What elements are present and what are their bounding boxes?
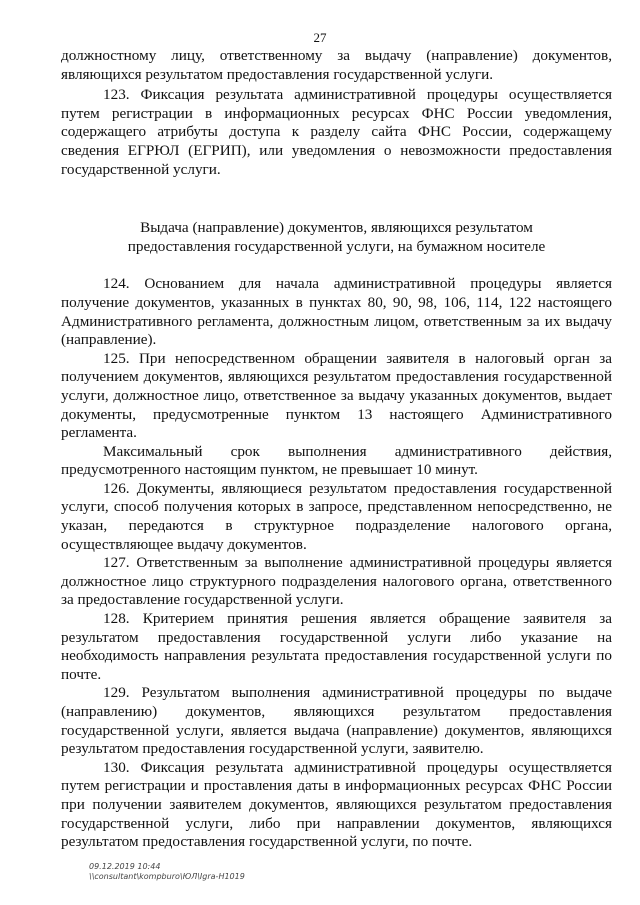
section-heading: Выдача (направление) документов, являющихся результатом предоставления государственной услуги, на бумажном носителе — [127, 219, 546, 255]
page-number: 27 — [313, 30, 327, 45]
paragraph-125-term: Максимальный срок выполнения административного действия, предусмотренного настоящим пунктом, не превышает 10 минут. — [61, 442, 612, 479]
paragraph-128: 128. Критерием принятия решения является обращение заявителя за результатом предоставления государственной услуги либо указание на необходимость направления результата предоставления государственной услуги по почте. — [61, 610, 612, 683]
paragraph-123: 123. Фиксация результата административной процедуры осуществляется путем регистрации в информационных ресурсах ФНС России уведомления, содержащего атрибуты доступа к разделу сайта ФНС России, содержащему сведения ЕГРЮЛ (ЕГРИП), или уведомления о невозможности предоставления государственной услуги. — [61, 86, 612, 178]
paragraph-126: 126. Документы, являющиеся результатом предоставления государственной услуги, способ получения которых в запросе, представленном непосредственно, не указан, передаются в структурное подразделение налогового органа, осуществляющее выдачу документов. — [61, 479, 612, 553]
document-footer — [89, 862, 245, 882]
paragraph-124: 124. Основанием для начала административной процедуры является получение документов, указанных в пунктах 80, 90, 98, 106, 114, 122 настоящего Административного регламента, должностным лицом, ответственным за их выдачу (направление). — [61, 275, 612, 349]
paragraph-continuation: должностному лицу, ответственному за выдачу (направление) документов, являющихся результатом предоставления государственной услуги. — [61, 47, 612, 83]
paragraph-129: 129. Результатом выполнения административной процедуры по выдаче (направлению) документов, являющихся результатом предоставления государственной услуги, является выдача (направление) документов, являющихся результатом предоставления государственной услуги, заявителю. — [61, 684, 612, 758]
document-body — [61, 47, 612, 852]
paragraph-130: 130. Фиксация результата административной процедуры осуществляется путем регистрации и проставления даты в информационных ресурсах ФНС России при получении заявителем документов, являющихся результатом предоставления государственной услуги, либо при направлении документов, являющихся результатом предоставления государственной услуги, по почте. — [61, 758, 612, 851]
paragraph-127: 127. Ответственным за выполнение административной процедуры является должностное лицо структурного подразделения налогового органа, ответственного за предоставление государственной услуги. — [61, 554, 612, 609]
footer-file-path: \\consultant\kompburo\ЮЛ\Igra-H1019 — [89, 872, 245, 881]
footer-timestamp: 09.12.2019 10:44 — [89, 862, 161, 871]
paragraph-125: 125. При непосредственном обращении заявителя в налоговый орган за получением документов, являющихся результатом предоставления государственной услуги, должностное лицо, ответственное за выдачу указанных документов, выдает документы, предусмотренные пунктом 13 настоящего Административного регламента. — [61, 349, 612, 442]
